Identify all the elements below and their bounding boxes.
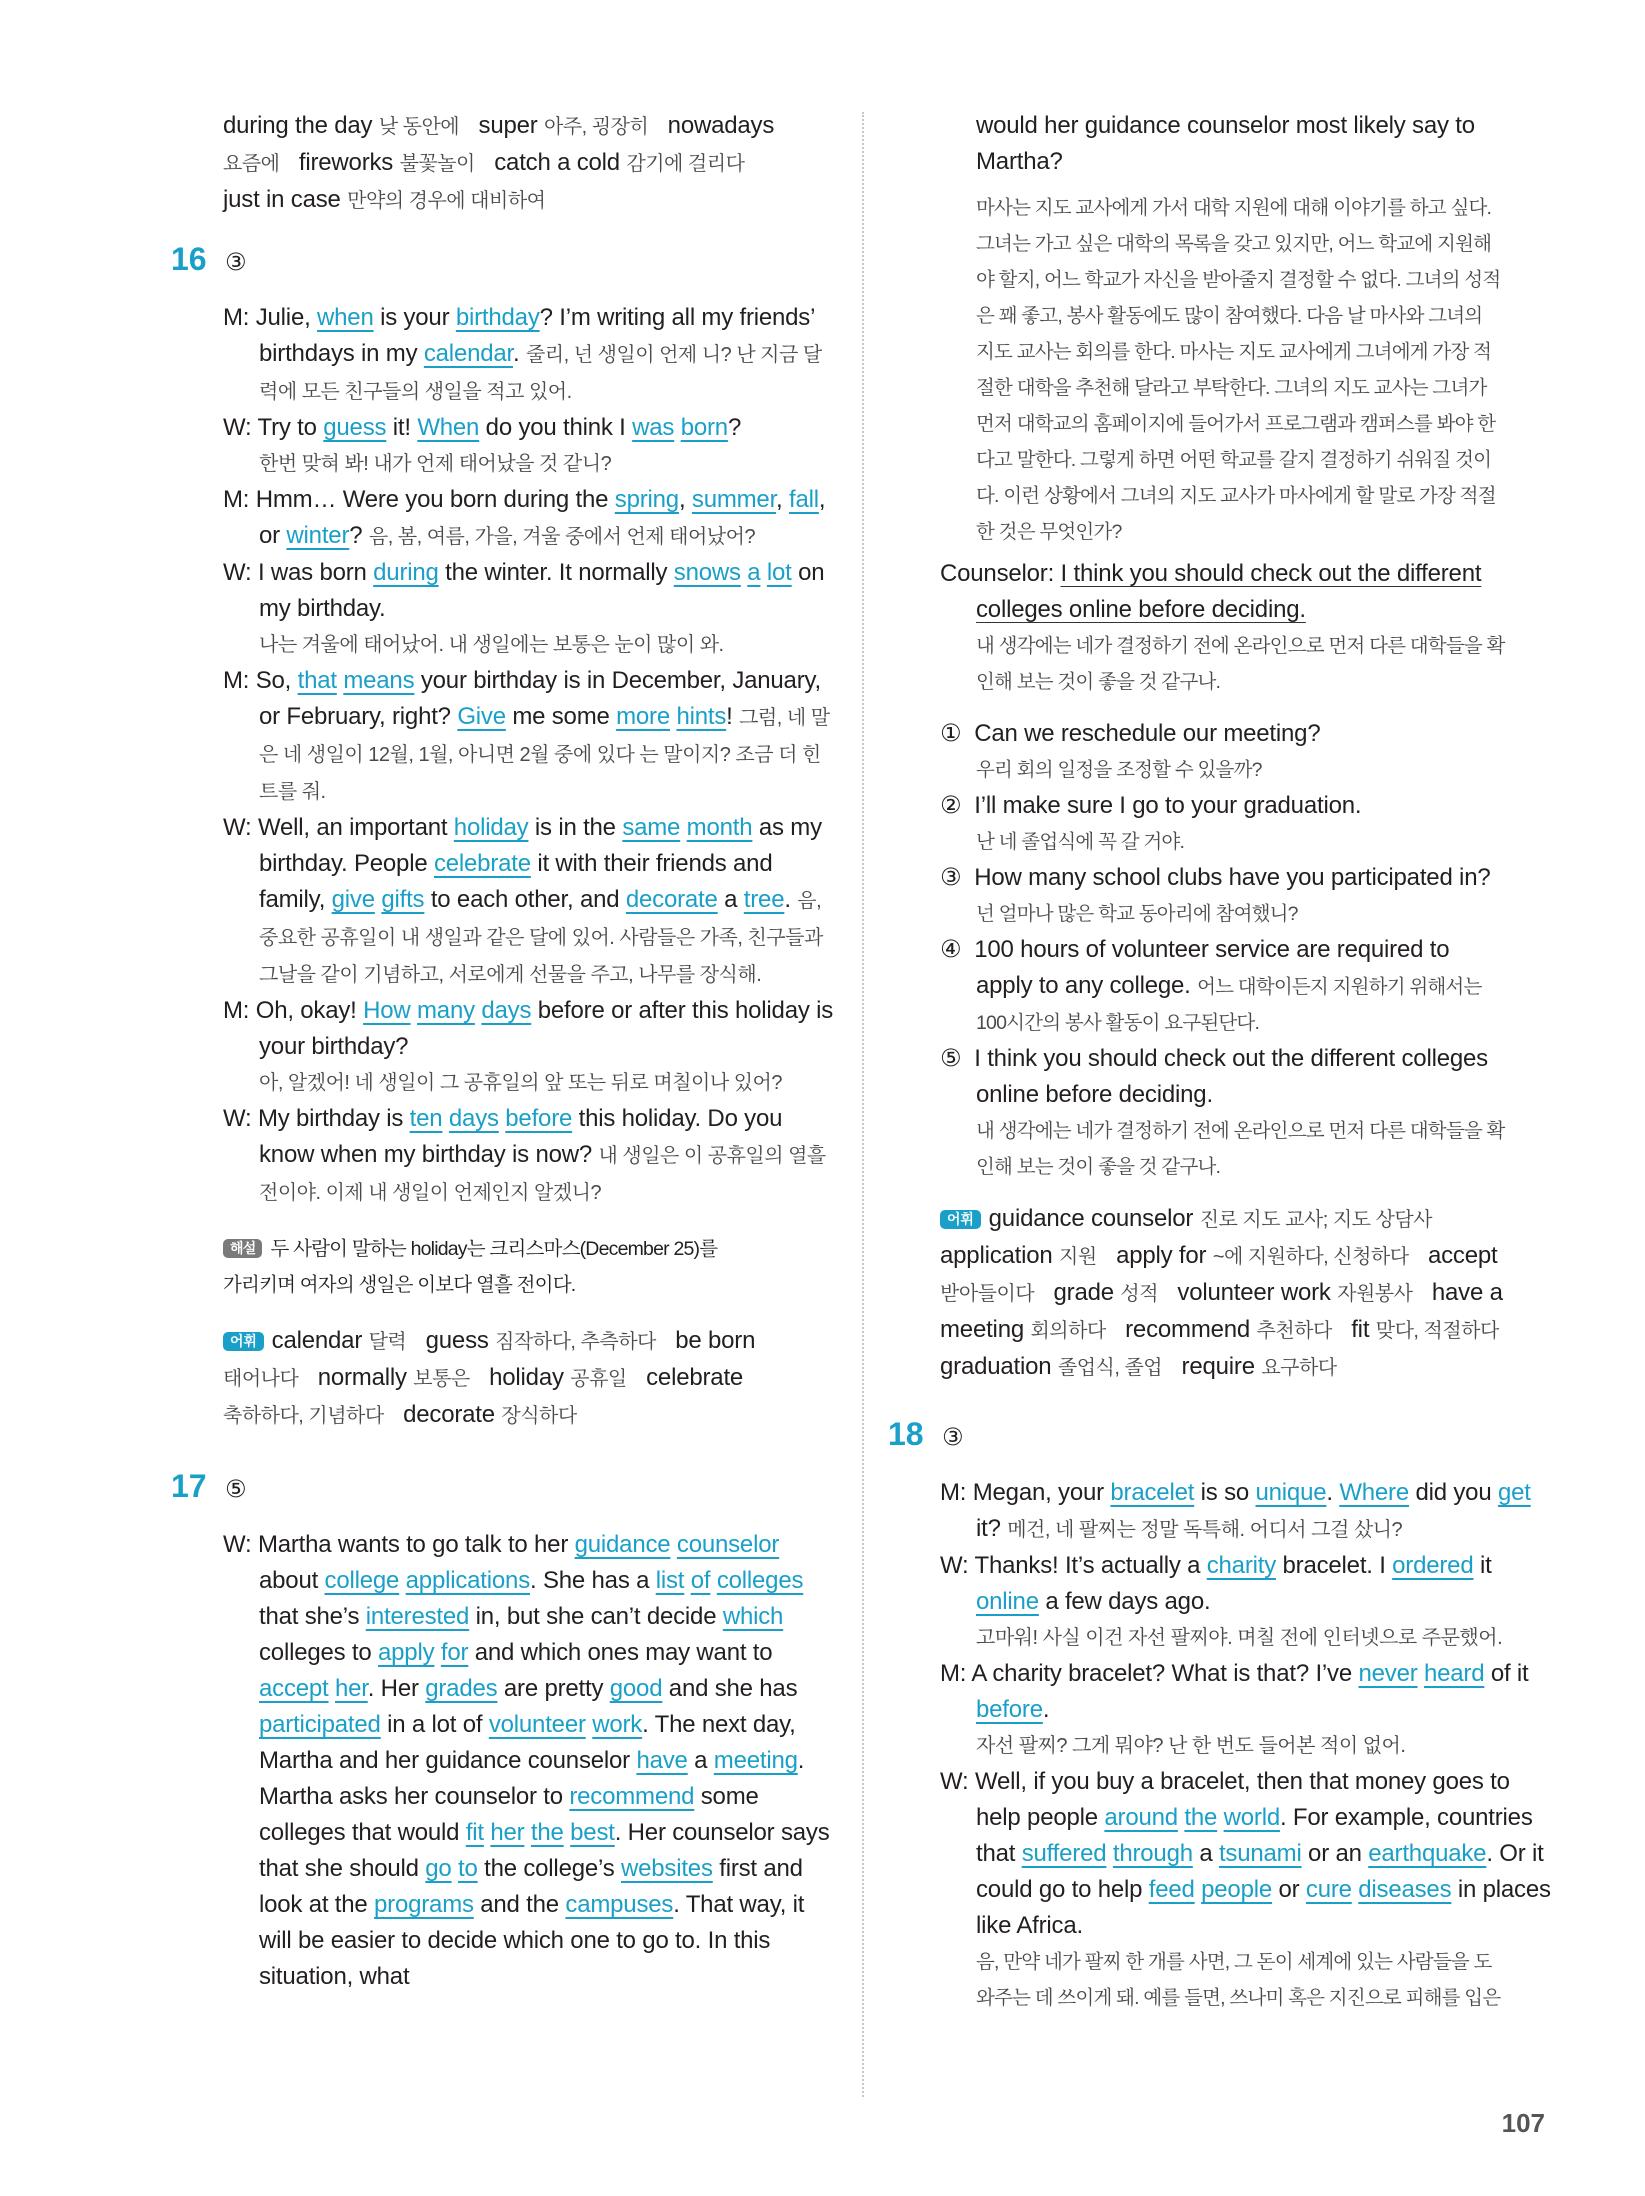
option-text: Can we reschedule our meeting? — [974, 720, 1321, 747]
vocab-top-line2 — [223, 145, 838, 182]
option-text: 100 hours of volunteer service are required to — [974, 936, 1450, 963]
korean-line: 지도 교사는 회의를 한다. 마사는 지도 교사에게 그녀에게 가장 적 — [976, 341, 1492, 363]
dialogue-line: M: Hmm… Were you born during the spring, summer, fall, or winter? 음, 봄, 여름, 가을, 겨울 중에서 언제 태어났어? — [223, 486, 826, 549]
vocab-meaning: 맞다, 적절하다 — [1375, 1320, 1499, 1342]
vocab-meaning: 성적 — [1120, 1283, 1159, 1305]
explanation-text: 두 사람이 말하는 holiday는 크리스마스(December 25)를 — [270, 1238, 718, 1260]
vocab-term: guidance counselor — [988, 1205, 1194, 1232]
dialogue-translation: 자선 팔찌? 그게 뭐야? 난 한 번도 들어본 적이 없어. — [976, 1735, 1406, 1757]
dialogue-line: W: My birthday is ten days before this holiday. Do you know when my birthday is now? 내 생일은 이 공휴일의 열흘 전이야. 이제 내 생일이 언제인지 알겠니? — [223, 1105, 826, 1204]
vocab-term: holiday — [489, 1364, 564, 1391]
vocab-line — [940, 1312, 1555, 1349]
vocab-meaning: 회의하다 — [1030, 1320, 1106, 1342]
question-18-dialogue — [940, 1475, 1555, 2016]
vocab-meaning: 진로 지도 교사; 지도 상담사 — [1199, 1209, 1432, 1231]
option-translation: 100시간의 봉사 활동이 요구된단다. — [976, 1012, 1260, 1034]
option-1 — [940, 716, 1555, 752]
option-mark: ③ — [940, 864, 962, 891]
option-mark: ⑤ — [940, 1045, 962, 1072]
dialogue-line: W: Try to guess it! When do you think I was born? — [223, 414, 742, 441]
vocab-term: be born — [675, 1327, 756, 1354]
korean-line: 야 할지, 어느 학교가 자신을 받아줄지 결정할 수 없다. 그녀의 성적 — [976, 269, 1501, 291]
dialogue-line: M: A charity bracelet? What is that? I’ve never heard of it before. — [940, 1660, 1529, 1723]
question-16-header — [171, 241, 838, 278]
explanation-line — [223, 1231, 838, 1267]
korean-line: 먼저 대학교의 홈페이지에 들어가서 프로그램과 캠퍼스를 봐야 한 — [976, 413, 1496, 435]
dialogue-line: W: I was born during the winter. It normally snows a lot on my birthday. — [223, 559, 825, 622]
vocab-meaning: 졸업식, 졸업 — [1057, 1357, 1163, 1379]
question-16-vocab — [223, 1323, 838, 1434]
question-number: 18 — [888, 1416, 924, 1452]
vocab-term: have a — [1431, 1279, 1503, 1306]
vocab-term: decorate — [403, 1401, 495, 1428]
passage-continuation: would her guidance counselor most likely say to Martha? — [976, 112, 1475, 175]
vocab-top-line1 — [223, 108, 838, 145]
vocab-meaning: 만약의 경우에 대비하여 — [347, 190, 546, 212]
option-text: apply to any college. — [976, 972, 1191, 999]
right-column — [888, 108, 1555, 2016]
option-translation: 어느 대학이든지 지원하기 위해서는 — [1197, 976, 1482, 998]
option-3 — [940, 860, 1555, 896]
vocab-meaning: 축하하다, 기념하다 — [223, 1405, 384, 1427]
vocab-meaning: 추천하다 — [1256, 1320, 1332, 1342]
korean-line: 다. 이런 상황에서 그녀의 지도 교사가 마사에게 할 말로 가장 적절 — [976, 485, 1496, 507]
vocab-term: accept — [1427, 1242, 1498, 1269]
dialogue-line: W: Thanks! It’s actually a charity bracelet. I ordered it online a few days ago. — [940, 1552, 1492, 1615]
vocab-line — [223, 1323, 838, 1360]
dialogue-line: M: Oh, okay! How many days before or after this holiday is your birthday? — [223, 997, 834, 1060]
option-translation: 우리 회의 일정을 조정할 수 있을까? — [976, 759, 1262, 781]
explanation-line: 가리키며 여자의 생일은 이보다 열흘 전이다. — [223, 1274, 576, 1296]
vocab-term: fit — [1351, 1316, 1370, 1343]
option-mark: ① — [940, 720, 962, 747]
vocab-meaning: 받아들이다 — [940, 1283, 1035, 1305]
dialogue-translation: 와주는 데 쓰이게 돼. 예를 들면, 쓰나미 혹은 지진으로 피해를 입은 — [976, 1987, 1501, 2009]
counselor-translation: 인해 보는 것이 좋을 것 같구나. — [976, 671, 1221, 693]
explanation-badge: 해설 — [223, 1239, 262, 1258]
question-17-passage — [223, 1527, 838, 1995]
korean-passage — [940, 190, 1555, 550]
dialogue-translation: 음, 만약 네가 팔찌 한 개를 사면, 그 돈이 세계에 있는 사람들을 도 — [976, 1951, 1492, 1973]
dialogue-translation: 한번 맞혀 봐! 내가 언제 태어났을 것 같니? — [259, 453, 612, 475]
option-4 — [940, 932, 1555, 968]
option-translation: 내 생각에는 네가 결정하기 전에 온라인으로 먼저 다른 대학들을 확 — [976, 1120, 1505, 1142]
vocab-meaning: 달력 — [368, 1331, 407, 1353]
page-number: 107 — [1501, 2108, 1545, 2138]
counselor-line — [940, 592, 1555, 628]
vocab-term: celebrate — [646, 1364, 744, 1391]
question-number: 17 — [171, 1468, 207, 1504]
option-5 — [940, 1041, 1555, 1077]
option-2 — [940, 788, 1555, 824]
vocab-meaning: 불꽃놀이 — [399, 153, 475, 175]
vocab-term: super — [478, 112, 538, 139]
option-text: I’ll make sure I go to your graduation. — [974, 792, 1362, 819]
vocab-term: catch a cold — [494, 149, 620, 176]
option-text: I think you should check out the different colleges — [974, 1045, 1488, 1072]
vocab-term: graduation — [940, 1353, 1052, 1380]
question-17-vocab — [940, 1201, 1555, 1386]
vocab-badge: 어휘 — [223, 1332, 264, 1351]
question-answer: ③ — [942, 1424, 964, 1451]
dialogue-line: W: Well, an important holiday is in the same month as my birthday. People celebrate it with their friends and family, give gifts to each other, and decorate a tree. 음, 중요한 공휴일이 내 생일과 같은 달에 있어. 사람들은 가족, 친구들과 그날을 같이 기념하고, 서로에게 선물을 주고, 나무를 장식해. — [223, 814, 823, 986]
option-text: How many school clubs have you participated in? — [974, 864, 1491, 891]
vocab-meaning: 요구하다 — [1261, 1357, 1337, 1379]
vocab-term: fireworks — [298, 149, 394, 176]
question-answer: ⑤ — [225, 1476, 247, 1503]
vocab-term: grade — [1053, 1279, 1114, 1306]
vocab-meaning: 공휴일 — [570, 1368, 627, 1390]
vocab-meaning: 짐작하다, 추측하다 — [495, 1331, 656, 1353]
vocab-line — [940, 1349, 1555, 1386]
answer-options — [940, 716, 1555, 1185]
vocab-line — [223, 1397, 838, 1434]
option-translation: 인해 보는 것이 좋을 것 같구나. — [976, 1156, 1221, 1178]
counselor-line — [940, 556, 1555, 592]
vocab-meaning: 장식하다 — [501, 1405, 577, 1427]
vocab-term: guess — [425, 1327, 489, 1354]
vocab-badge: 어휘 — [940, 1210, 981, 1229]
vocab-meaning: 낮 동안에 — [378, 116, 460, 138]
question-17-header — [171, 1468, 838, 1505]
korean-line: 은 꽤 좋고, 봉사 활동에도 많이 참여했다. 다음 날 마사와 그녀의 — [976, 305, 1483, 327]
counselor-translation: 내 생각에는 네가 결정하기 전에 온라인으로 먼저 다른 대학들을 확 — [976, 635, 1505, 657]
korean-line: 절한 대학을 추천해 달라고 부탁한다. 그녀의 지도 교사는 그녀가 — [976, 377, 1487, 399]
korean-line: 그녀는 가고 싶은 대학의 목록을 갖고 있지만, 어느 학교에 지원해 — [976, 233, 1492, 255]
vocab-term: require — [1181, 1353, 1255, 1380]
option-translation: 난 네 졸업식에 꼭 갈 거야. — [976, 831, 1185, 853]
korean-line: 다고 말한다. 그렇게 하면 어떤 학교를 갈지 결정하기 쉬워질 것이 — [976, 449, 1492, 471]
question-answer: ③ — [225, 249, 247, 276]
vocab-line — [940, 1201, 1555, 1238]
column-divider — [862, 112, 864, 2097]
option-mark: ② — [940, 792, 962, 819]
question-16-dialogue — [223, 300, 838, 1211]
option-4-cont — [940, 968, 1555, 1005]
dialogue-translation: 고마워! 사실 이건 자선 팔찌야. 며칠 전에 인터넷으로 주문했어. — [976, 1627, 1503, 1649]
korean-line: 한 것은 무엇인가? — [976, 521, 1122, 543]
vocab-term: volunteer work — [1177, 1279, 1331, 1306]
vocab-meaning: 감기에 걸리다 — [626, 153, 745, 175]
vocab-meaning: ~에 지원하다, 신청하다 — [1212, 1246, 1409, 1268]
dialogue-line: M: So, that means your birthday is in December, January, or February, right? Give me some more hints! 그럼, 네 말은 네 생일이 12월, 1월, 아니면 2월 중에 있다 는 말이지? 조금 더 힌트를 줘. — [223, 667, 830, 803]
counselor-text: I think you should check out the different — [1060, 560, 1482, 587]
vocab-line — [940, 1238, 1555, 1275]
korean-line: 마사는 지도 교사에게 가서 대학 지원에 대해 이야기를 하고 싶다. — [976, 197, 1492, 219]
vocab-meaning: 요즘에 — [223, 153, 280, 175]
counselor-text: colleges online before deciding. — [976, 596, 1306, 623]
vocab-term: recommend — [1125, 1316, 1251, 1343]
counselor-statement — [940, 556, 1555, 700]
vocab-term: apply for — [1116, 1242, 1207, 1269]
vocab-term: meeting — [940, 1316, 1024, 1343]
dialogue-translation: 아, 알겠어! 네 생일이 그 공휴일의 앞 또는 뒤로 며칠이나 있어? — [259, 1072, 782, 1094]
vocab-meaning: 보통은 — [413, 1368, 470, 1390]
question-18-header — [888, 1416, 1555, 1453]
vocab-line — [223, 1360, 838, 1397]
vocab-line — [940, 1275, 1555, 1312]
option-text: online before deciding. — [976, 1081, 1213, 1108]
vocab-top-line3 — [223, 182, 838, 219]
question-16-explanation — [223, 1231, 838, 1303]
vocab-meaning: 지원 — [1059, 1246, 1097, 1268]
dialogue-translation: 나는 겨울에 태어났어. 내 생일에는 보통은 눈이 많이 와. — [259, 634, 724, 656]
left-column — [171, 108, 838, 1995]
vocab-term: during the day — [223, 112, 373, 139]
dialogue-line: M: Megan, your bracelet is so unique. Where did you get it? 메건, 네 팔찌는 정말 독특해. 어디서 그걸 샀니? — [940, 1479, 1531, 1542]
vocab-meaning: 태어나다 — [223, 1368, 299, 1390]
vocab-top — [223, 108, 838, 219]
vocab-term: just in case — [223, 186, 341, 213]
vocab-term: normally — [317, 1364, 407, 1391]
option-translation: 넌 얼마나 많은 학교 동아리에 참여했니? — [976, 903, 1298, 925]
vocab-term: application — [940, 1242, 1053, 1269]
dialogue-line: W: Well, if you buy a bracelet, then that money goes to help people around the world. For example, countries that suffered through a tsunami or an earthquake. Or it could go to help feed people or cure diseases in places like Africa. — [940, 1768, 1551, 1939]
passage-paragraph: W: Martha wants to go talk to her guidance counselor about college applications. She has a list of colleges that she’s interested in, but she can’t decide which colleges to apply for and which ones may want to accept her. Her grades are pretty good and she has participated in a lot of volunteer work. The next day, Martha and her guidance counselor have a meeting. Martha asks her counselor to recommend some colleges that would fit her the best. Her counselor says that she should go to the college’s websites first and look at the programs and the campuses. That way, it will be easier to decide which one to go to. In this situation, what — [223, 1531, 830, 1990]
vocab-term: calendar — [271, 1327, 363, 1354]
vocab-meaning: 자원봉사 — [1337, 1283, 1413, 1305]
speaker-label: Counselor: — [940, 560, 1055, 587]
question-number: 16 — [171, 241, 207, 277]
dialogue-line: M: Julie, when is your birthday? I’m writing all my friends’ birthdays in my calendar. 줄리, 넌 생일이 언제 니? 난 지금 달력에 모든 친구들의 생일을 적고 있어. — [223, 304, 822, 403]
vocab-meaning: 아주, 굉장히 — [544, 116, 649, 138]
option-mark: ④ — [940, 936, 962, 963]
vocab-term: nowadays — [667, 112, 775, 139]
